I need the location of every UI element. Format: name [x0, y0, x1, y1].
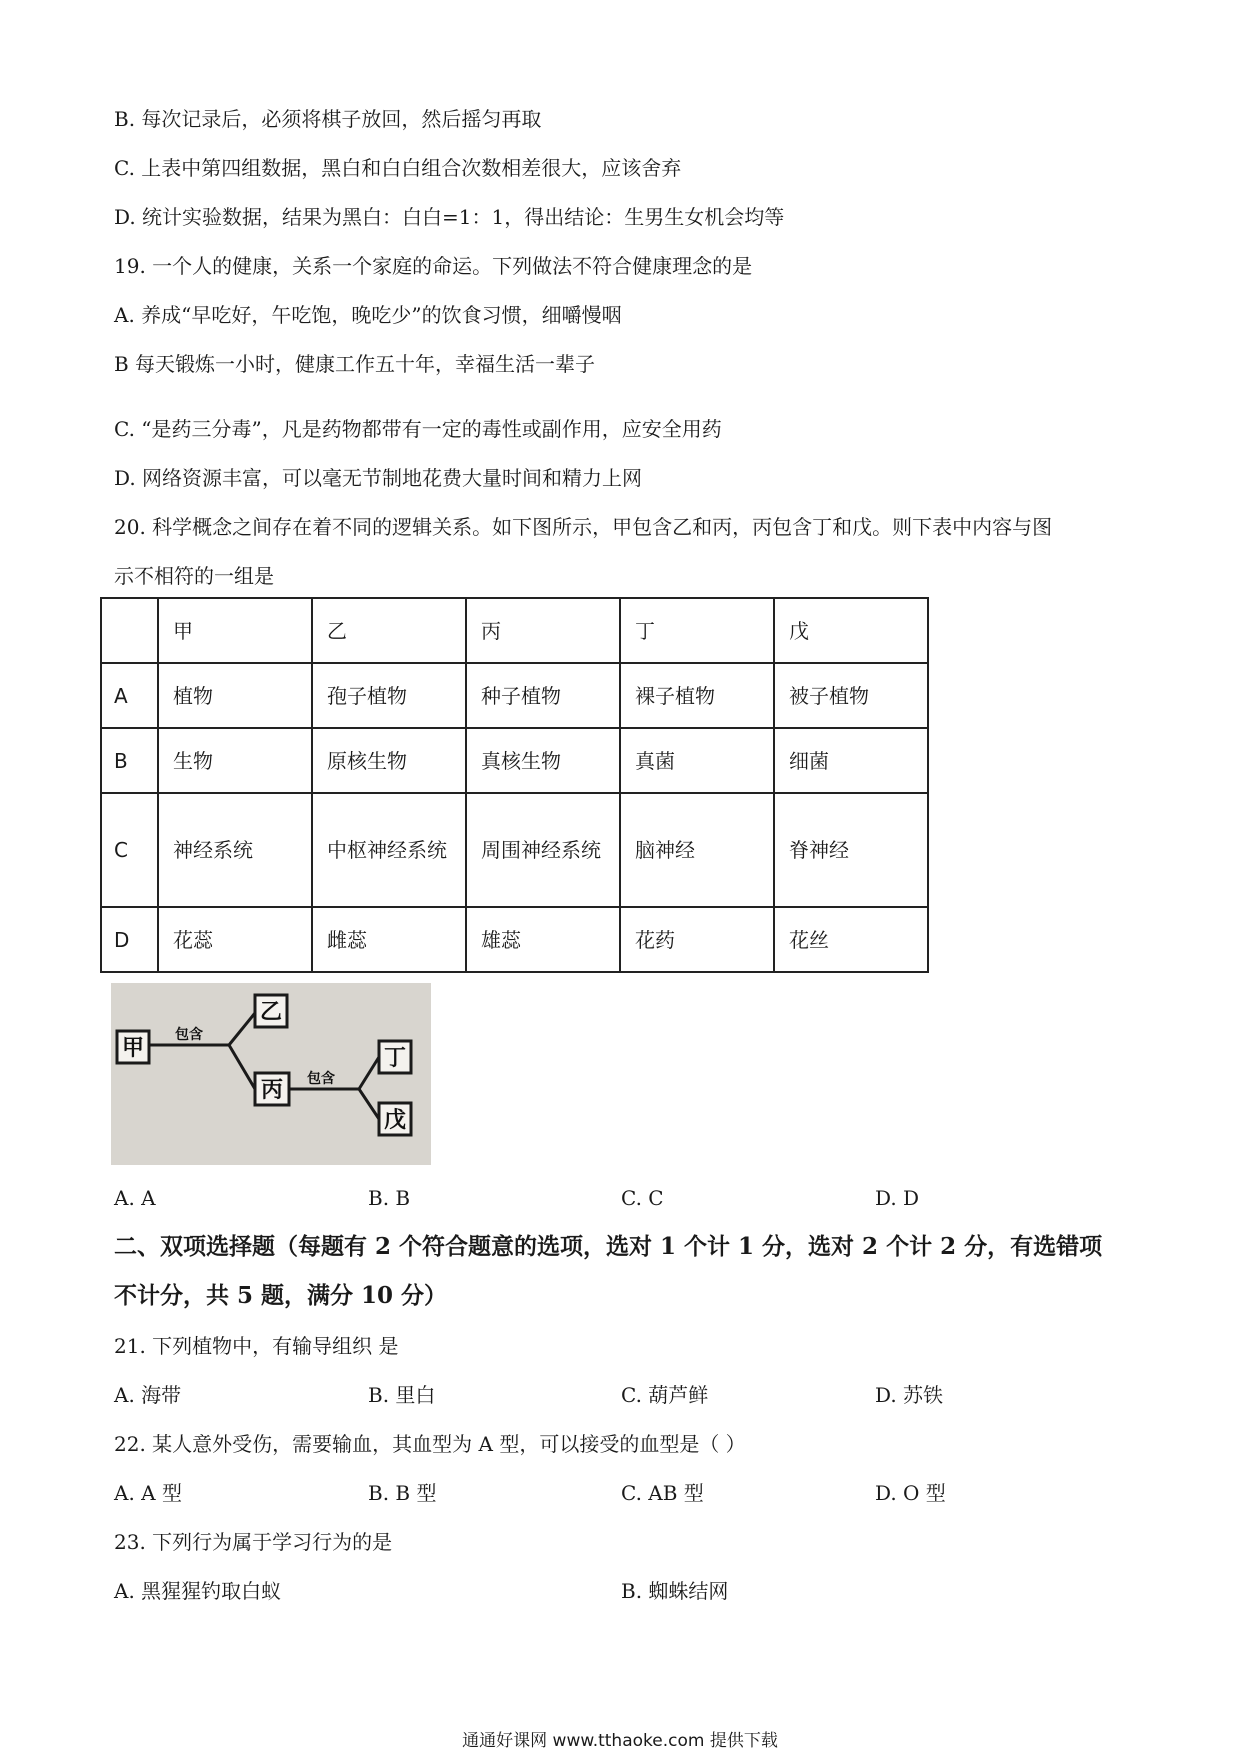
q23-stem: 23. 下列行为属于学习行为的是 — [114, 1530, 393, 1554]
section-heading-line2: 不计分，共 5 题，满分 10 分） — [114, 1282, 448, 1309]
contains-label-1: 包含 — [175, 1027, 203, 1043]
table-cell: 种子植物 — [466, 663, 620, 728]
q20-stem-line2: 示不相符的一组是 — [114, 564, 274, 588]
q19-option-d: D. 网络资源丰富，可以毫无节制地花费大量时间和精力上网 — [114, 466, 643, 490]
table-row — [101, 793, 928, 907]
table-header-cell: 丙 — [466, 598, 620, 663]
q18-option-b: B. 每次记录后，必须将棋子放回，然后摇匀再取 — [114, 107, 542, 131]
table-cell: 花丝 — [774, 907, 928, 972]
table-cell: 周围神经系统 — [466, 793, 620, 907]
q20-option-b: B. B — [368, 1186, 411, 1210]
table-cell: 植物 — [158, 663, 312, 728]
table-cell — [101, 598, 158, 663]
q18-option-c: C. 上表中第四组数据，黑白和白白组合次数相差很大，应该舍弃 — [114, 156, 682, 180]
contains-label-2: 包含 — [307, 1071, 335, 1087]
table-row — [101, 663, 928, 728]
table-cell: 被子植物 — [774, 663, 928, 728]
table-cell: 雄蕊 — [466, 907, 620, 972]
q20-option-c: C. C — [621, 1186, 664, 1210]
table-header-row — [101, 598, 928, 663]
table-row-label: C — [101, 793, 158, 907]
table-cell: 细菌 — [774, 728, 928, 793]
q22-option-b: B. B 型 — [368, 1481, 437, 1505]
q19-option-a: A. 养成“早吃好，午吃饱，晚吃少”的饮食习惯，细嚼慢咽 — [114, 303, 622, 327]
table-cell: 真菌 — [620, 728, 774, 793]
q23-option-a: A. 黑猩猩钓取白蚁 — [114, 1579, 282, 1603]
table-cell: 脑神经 — [620, 793, 774, 907]
q20-option-d: D. D — [875, 1186, 920, 1210]
concept-diagram-svg — [111, 983, 431, 1165]
q18-option-d: D. 统计实验数据，结果为黑白：白白=1：1，得出结论：生男生女机会均等 — [114, 205, 785, 229]
node-jia: 甲 — [121, 1036, 145, 1061]
table-header-cell: 甲 — [158, 598, 312, 663]
q19-option-c: C. “是药三分毒”，凡是药物都带有一定的毒性或副作用，应安全用药 — [114, 417, 722, 441]
table-row-label: B — [101, 728, 158, 793]
table-cell: 花蕊 — [158, 907, 312, 972]
q21-option-c: C. 葫芦鲜 — [621, 1383, 709, 1407]
q21-option-b: B. 里白 — [368, 1383, 436, 1407]
q22-option-a: A. A 型 — [114, 1481, 182, 1505]
table-row-label: D — [101, 907, 158, 972]
table-row — [101, 907, 928, 972]
table-cell: 原核生物 — [312, 728, 466, 793]
node-ding: 丁 — [383, 1046, 407, 1071]
node-yi: 乙 — [259, 1000, 283, 1025]
q19-stem: 19. 一个人的健康，关系一个家庭的命运。下列做法不符合健康理念的是 — [114, 254, 753, 278]
table-cell: 神经系统 — [158, 793, 312, 907]
table-header-cell: 丁 — [620, 598, 774, 663]
table-header-cell: 乙 — [312, 598, 466, 663]
table-row — [101, 728, 928, 793]
q22-option-d: D. O 型 — [875, 1481, 946, 1505]
table-cell: 真核生物 — [466, 728, 620, 793]
q19-option-b: B 每天锻炼一小时，健康工作五十年，幸福生活一辈子 — [114, 352, 596, 376]
q22-option-c: C. AB 型 — [621, 1481, 704, 1505]
q20-concept-diagram — [111, 983, 431, 1165]
q21-option-d: D. 苏铁 — [875, 1383, 944, 1407]
node-bing: 丙 — [260, 1078, 284, 1103]
q20-option-a: A. A — [114, 1186, 156, 1210]
table-cell: 孢子植物 — [312, 663, 466, 728]
table-header-cell: 戊 — [774, 598, 928, 663]
q20-stem-line1: 20. 科学概念之间存在着不同的逻辑关系。如下图所示，甲包含乙和丙，丙包含丁和戊。则下表中内容与图 — [114, 515, 1053, 539]
q23-option-b: B. 蜘蛛结网 — [621, 1579, 729, 1603]
table-cell: 裸子植物 — [620, 663, 774, 728]
table-cell: 脊神经 — [774, 793, 928, 907]
section-heading-line1: 二、双项选择题（每题有 2 个符合题意的选项，选对 1 个计 1 分，选对 2 个计 2 分，有选错项 — [114, 1233, 1103, 1260]
table-row-label: A — [101, 663, 158, 728]
q21-option-a: A. 海带 — [114, 1383, 182, 1407]
page-footer: 通通好课网 www.tthaoke.com 提供下载 — [462, 1731, 778, 1751]
table-cell: 生物 — [158, 728, 312, 793]
table-cell: 雌蕊 — [312, 907, 466, 972]
table-cell: 花药 — [620, 907, 774, 972]
q21-stem: 21. 下列植物中，有输导组织 是 — [114, 1334, 399, 1358]
node-wu: 戊 — [383, 1108, 407, 1133]
table-cell: 中枢神经系统 — [312, 793, 466, 907]
q22-stem: 22. 某人意外受伤，需要输血，其血型为 A 型，可以接受的血型是（ ） — [114, 1432, 746, 1456]
q20-table — [100, 597, 929, 973]
